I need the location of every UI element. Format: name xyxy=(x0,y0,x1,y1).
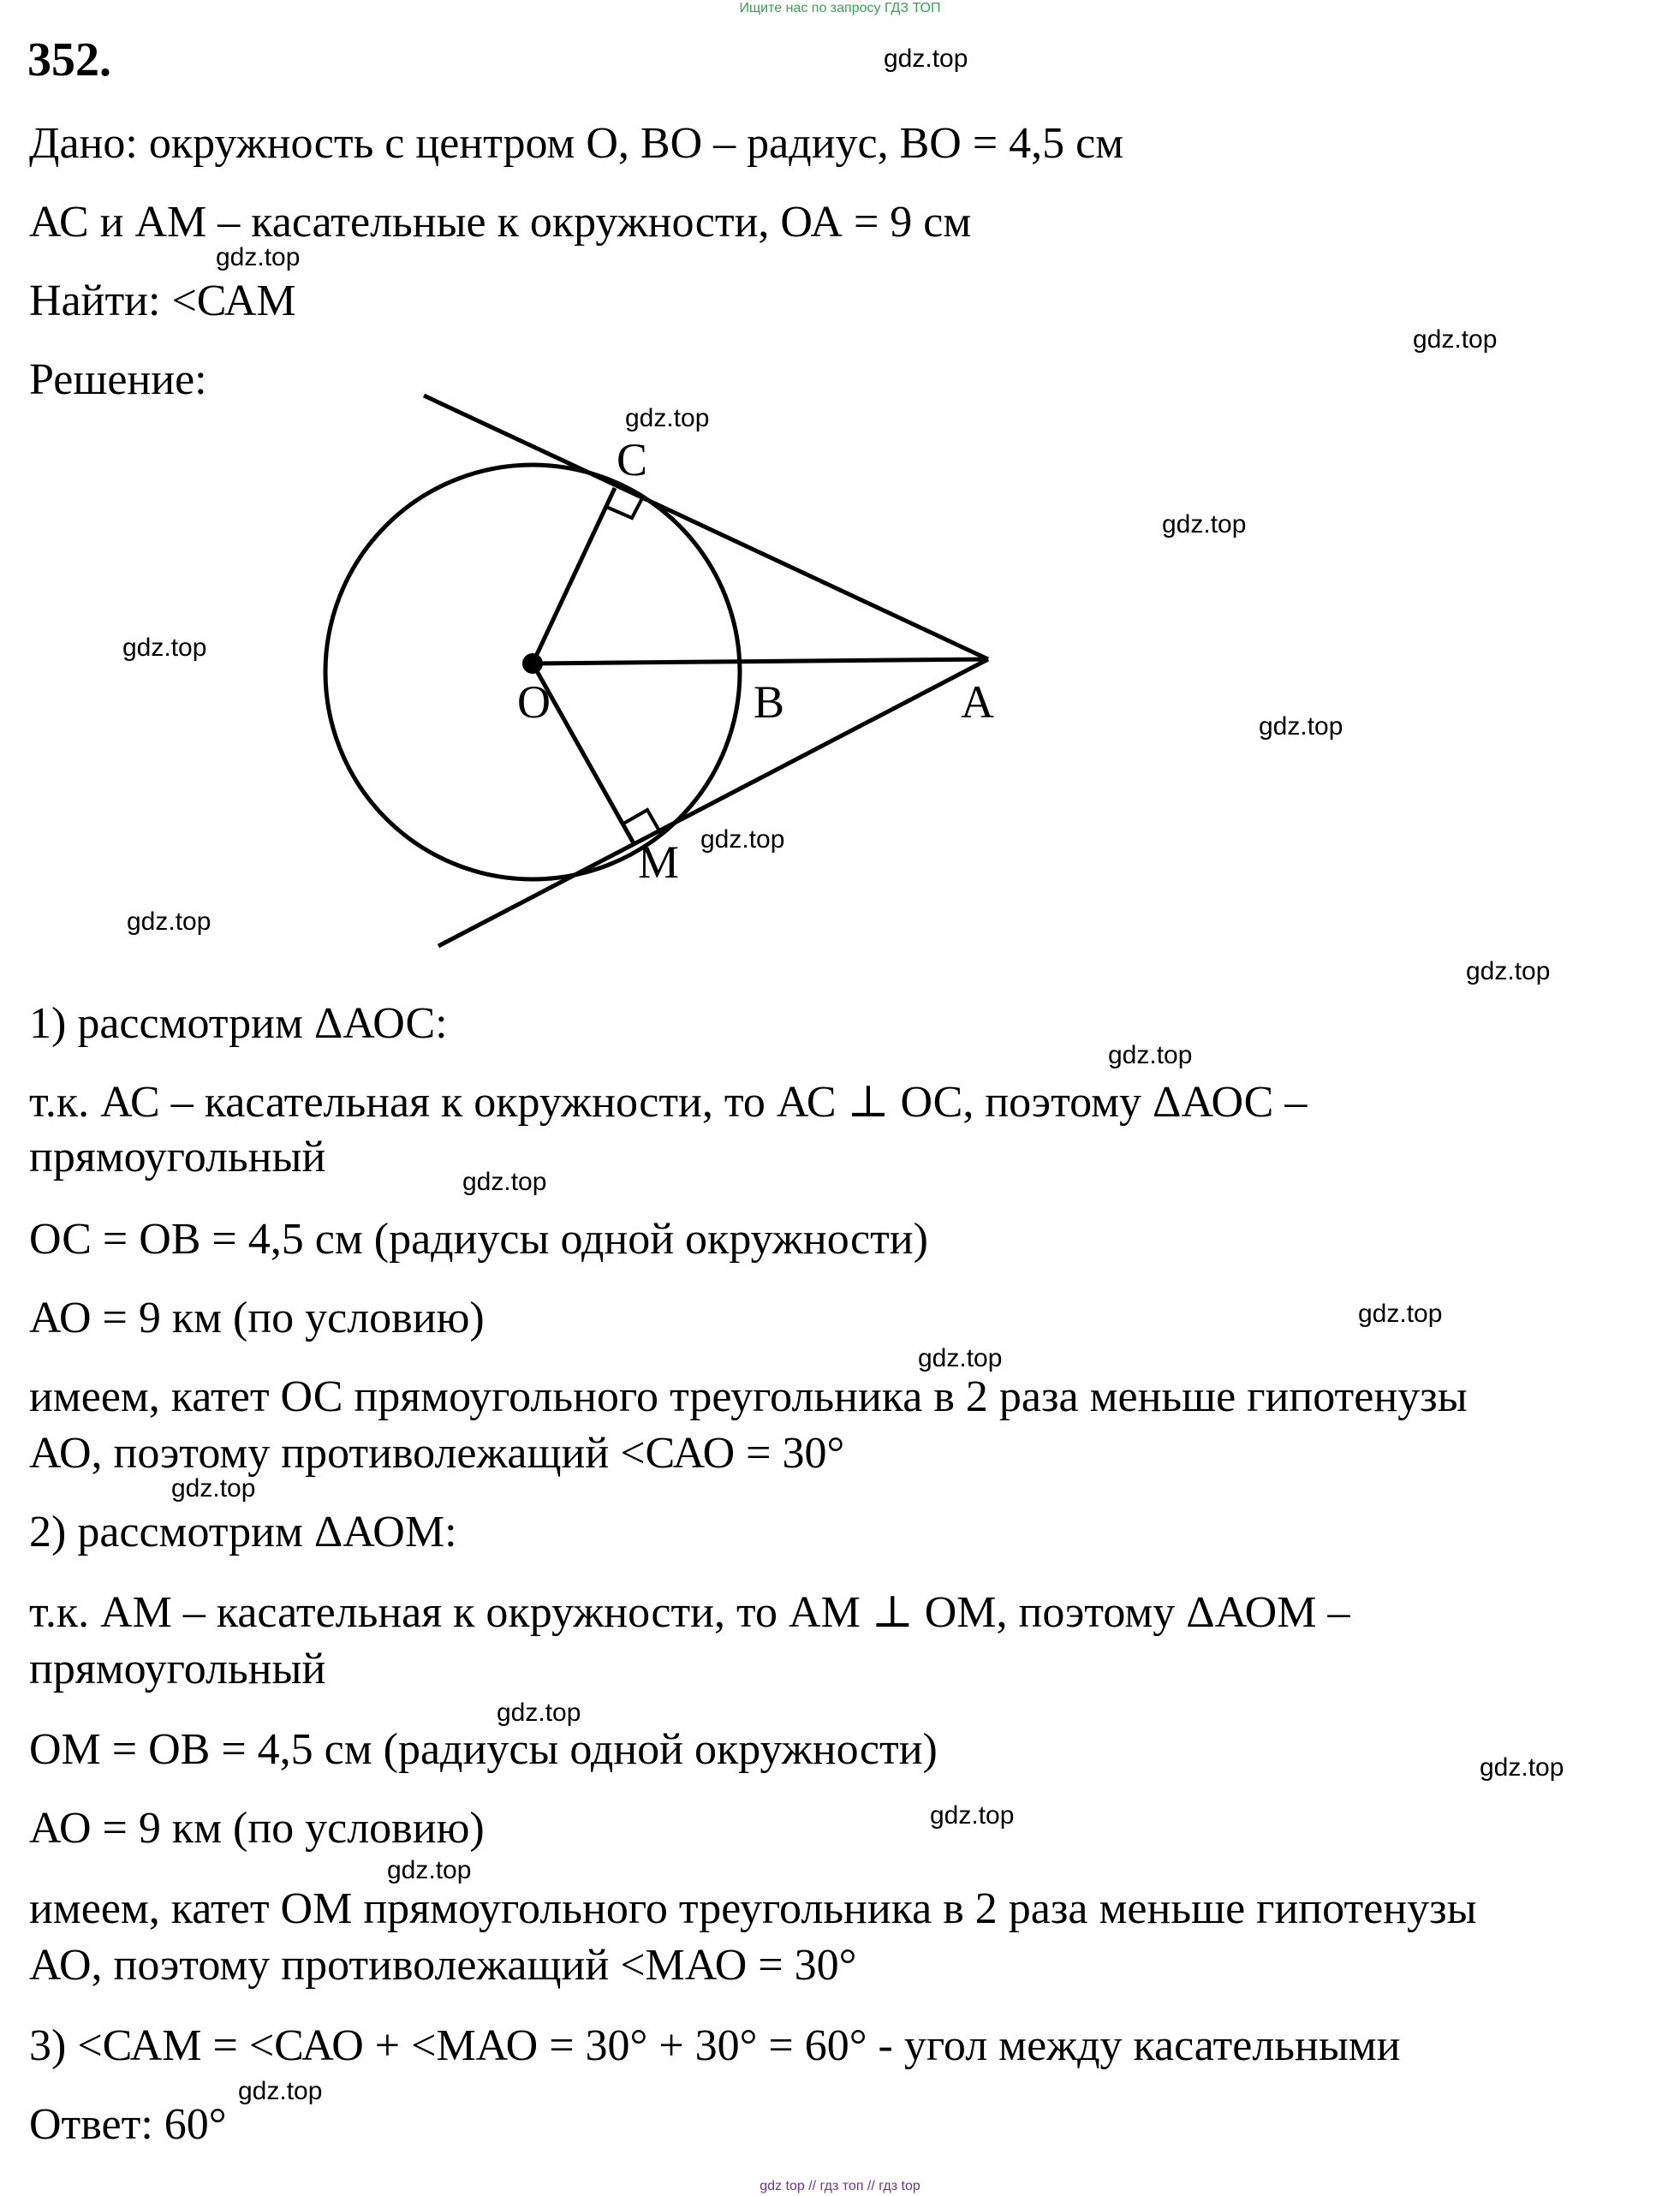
watermark: gdz.top xyxy=(216,243,301,271)
step1-line3: ОС = ОВ = 4,5 см (радиусы одной окружности) xyxy=(29,1215,928,1264)
watermark: gdz.top xyxy=(127,908,211,936)
label-a: A xyxy=(961,676,994,728)
step1-title: 1) рассмотрим ΔАОС: xyxy=(29,999,448,1048)
label-b: B xyxy=(754,676,785,728)
watermark: gdz.top xyxy=(625,404,710,432)
step2-line5: имеем, катет ОМ прямоугольного треугольника в 2 раза меньше гипотенузы xyxy=(29,1884,1477,1933)
watermark: gdz.top xyxy=(884,45,968,73)
answer-line: Ответ: 60° xyxy=(29,2100,227,2149)
step2-line6: АО, поэтому противолежащий <МАО = 30° xyxy=(29,1941,857,1990)
radius-oc xyxy=(533,488,615,664)
step2-line1: т.к. АМ – касательная к окружности, то АМ ⊥ ОМ, поэтому ΔАОМ – xyxy=(29,1588,1350,1637)
center-point-o xyxy=(522,653,543,674)
solution-label: Решение: xyxy=(29,355,207,404)
step1-line6: АО, поэтому противолежащий <САО = 30° xyxy=(29,1429,845,1478)
watermark: gdz.top xyxy=(1358,1300,1443,1328)
label-c: C xyxy=(617,434,648,485)
step1-line5: имеем, катет ОС прямоугольного треугольника в 2 раза меньше гипотенузы xyxy=(29,1372,1468,1421)
step2-line4: АО = 9 км (по условию) xyxy=(29,1804,485,1853)
watermark: gdz.top xyxy=(1413,325,1498,354)
watermark: gdz.top xyxy=(497,1699,581,1727)
geometry-figure xyxy=(0,377,1680,993)
step1-line2: прямоугольный xyxy=(29,1133,326,1181)
given-line-2: АС и АМ – касательные к окружности, ОА = 9 см xyxy=(29,198,972,247)
watermark: gdz.top xyxy=(1162,510,1247,539)
label-o: O xyxy=(517,676,551,728)
watermark: gdz.top xyxy=(700,825,785,854)
given-line-1: Дано: окружность с центром О, ВО – радиус, ВО = 4,5 см xyxy=(29,119,1124,168)
tangent-ac xyxy=(424,396,988,659)
watermark: gdz.top xyxy=(171,1474,256,1503)
step1-line4: АО = 9 км (по условию) xyxy=(29,1294,485,1342)
label-m: M xyxy=(638,836,680,888)
watermark: gdz.top xyxy=(1108,1041,1193,1069)
problem-number: 352. xyxy=(27,33,111,86)
watermark: gdz.top xyxy=(1259,712,1343,741)
watermark: gdz.top xyxy=(1466,957,1551,985)
segment-oa xyxy=(533,659,988,664)
watermark: gdz.top xyxy=(238,2077,323,2105)
watermark: gdz.top xyxy=(930,1801,1015,1830)
watermark: gdz.top xyxy=(1480,1753,1564,1782)
step2-line2: прямоугольный xyxy=(29,1645,326,1693)
watermark: gdz.top xyxy=(918,1344,1003,1372)
step3-line: 3) <САМ = <САО + <МАО = 30° + 30° = 60° - угол между касательными xyxy=(29,2021,1401,2070)
find-line: Найти: <САМ xyxy=(29,277,296,325)
top-banner: Ищите нас по запросу ГДЗ ТОП xyxy=(739,1,941,15)
bottom-banner: gdz top // гдз топ // гдз top xyxy=(760,2179,920,2193)
step2-title: 2) рассмотрим ΔАОМ: xyxy=(29,1508,457,1556)
watermark: gdz.top xyxy=(387,1856,472,1884)
watermark: gdz.top xyxy=(462,1168,547,1196)
right-angle-m xyxy=(623,810,661,834)
watermark: gdz.top xyxy=(122,634,207,662)
step1-line1: т.к. АС – касательная к окружности, то АС ⊥ ОС, поэтому ΔАОС – xyxy=(29,1078,1308,1127)
step2-line3: ОМ = ОВ = 4,5 см (радиусы одной окружности) xyxy=(29,1725,938,1774)
